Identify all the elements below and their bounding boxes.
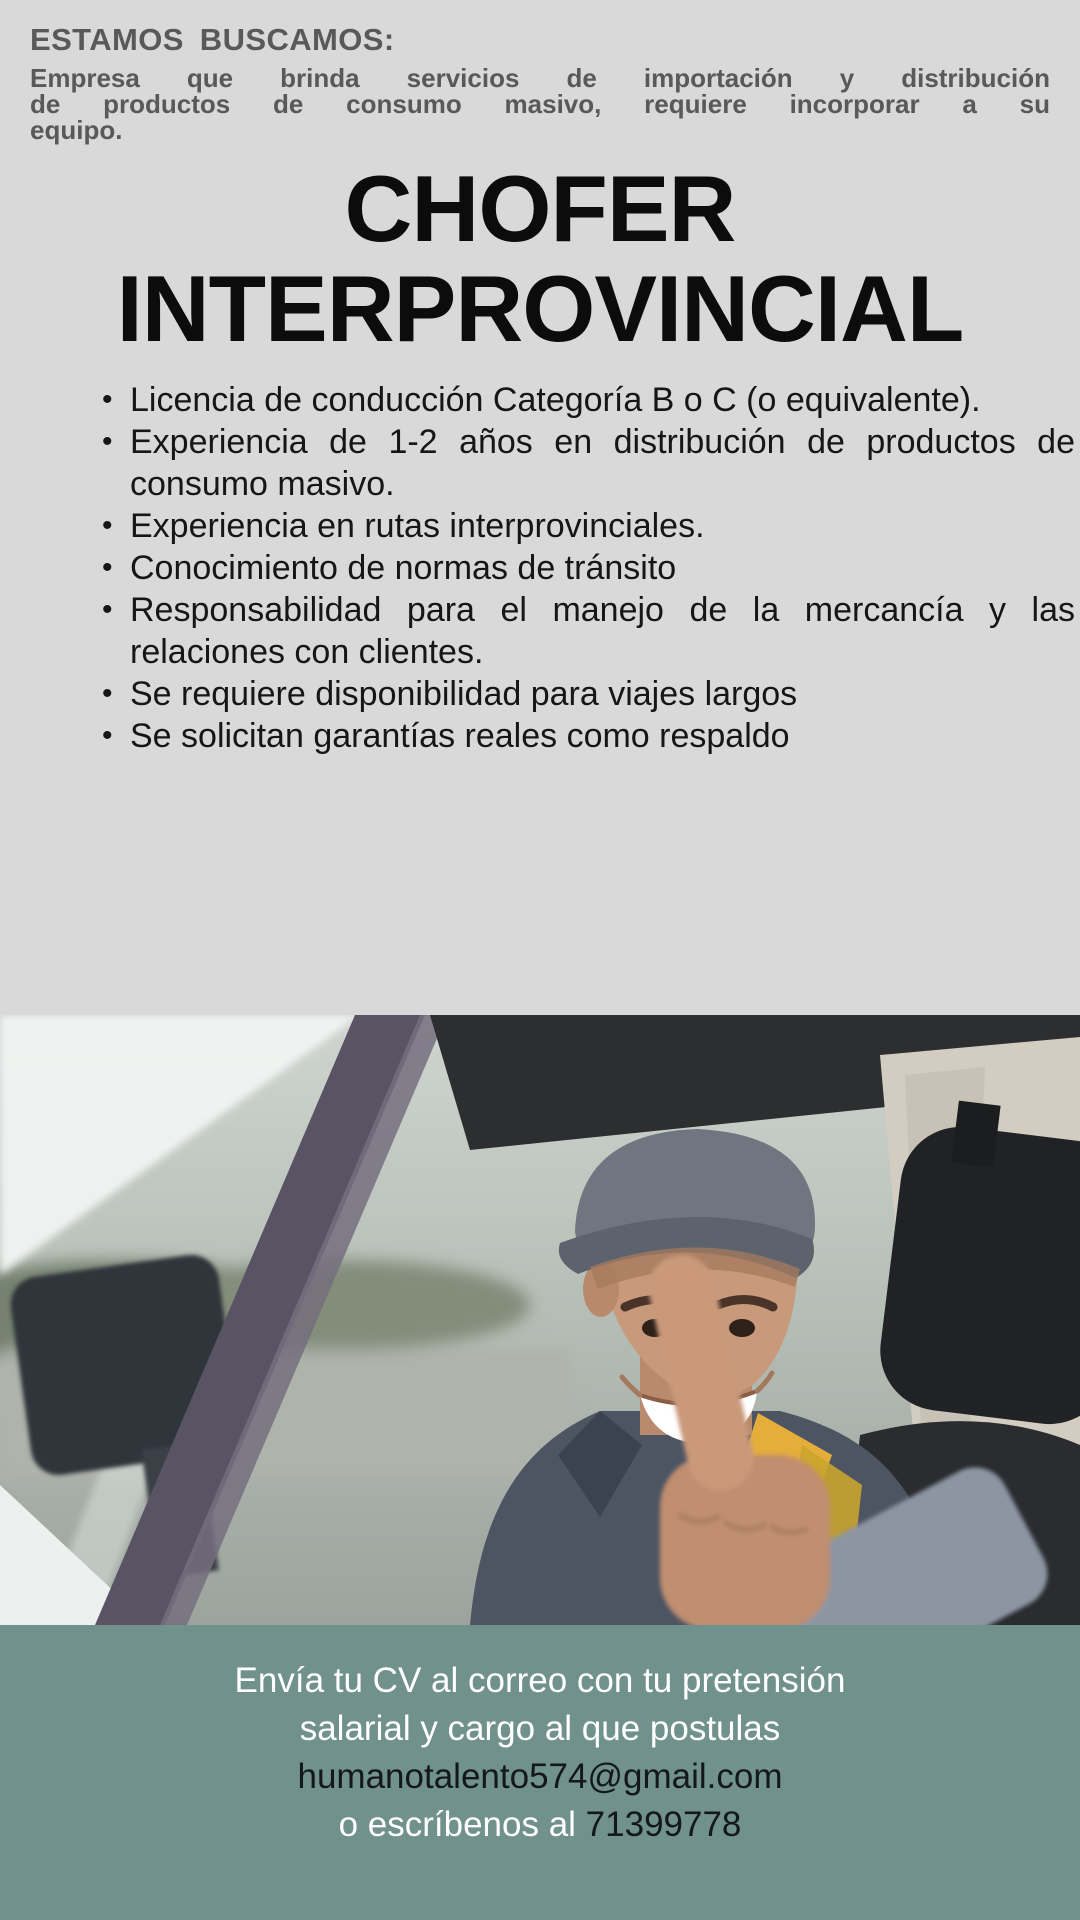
job-title [30,156,1050,361]
contact-line-2: salarial y cargo al que postulas [299,1709,781,1748]
requirement-item: • Licencia de conducción Categoría B o C (o equivalente). [130,379,1075,421]
intro-paragraph [30,65,1050,143]
contact-footer [0,1625,1080,1920]
requirement-item: • Experiencia de 1-2 años en distribución de productos de consumo masivo. [130,421,1075,505]
contact-email: humanotalento574@gmail.com [297,1757,783,1796]
requirement-item: • Se requiere disponibilidad para viajes largos [130,673,1075,715]
intro-line: de productos de consumo masivo, requiere incorporar a su [30,89,1050,119]
requirement-item: • Se solicitan garantías reales como respaldo [130,715,1075,757]
driver-photo-illustration [0,1015,1080,1625]
requirement-item: • Experiencia en rutas interprovinciales. [130,505,1075,547]
intro-line: Empresa que brinda servicios de importación y distribución [30,63,1050,93]
requirement-item: • Responsabilidad para el manejo de la mercancía y las relaciones con clientes. [130,589,1075,673]
requirement-item: • Conocimiento de normas de tránsito [130,547,1075,589]
contact-phone-prefix: o escríbenos al [338,1805,586,1844]
contact-phone: 71399778 [585,1805,742,1844]
contact-line-1: Envía tu CV al correo con tu pretensión [234,1661,846,1700]
job-title-line1: CHOFER [344,156,736,261]
kicker-heading: ESTAMOS BUSCAMOS: [30,22,395,57]
job-title-line2: INTERPROVINCIAL [116,256,964,361]
contact-line-4 [0,1801,1080,1849]
intro-line: equipo. [30,115,123,145]
requirements-list [130,379,1075,757]
driver-photo [0,1015,1080,1625]
